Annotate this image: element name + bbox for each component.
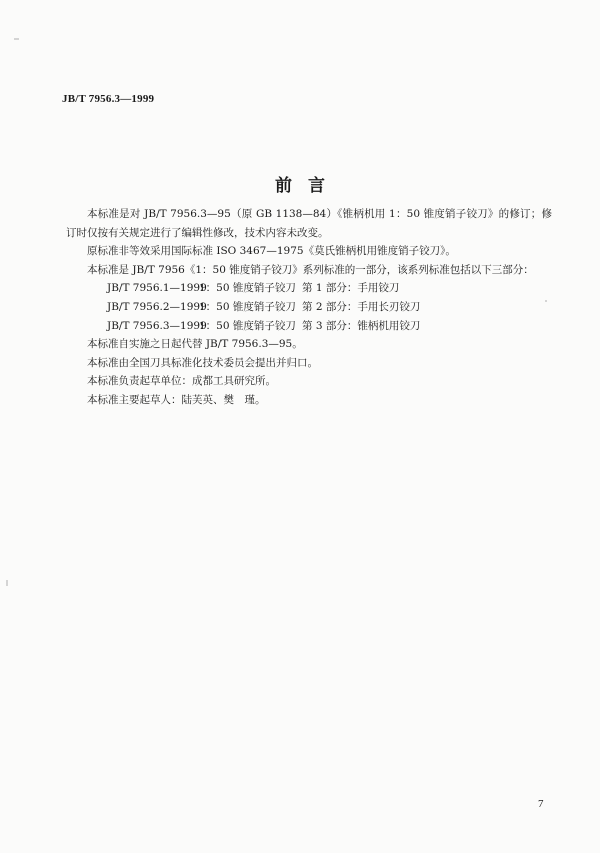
paragraph: 本标准由全国刀具标准化技术委员会提出并归口。 — [87, 356, 318, 369]
paragraph: 本标准自实施之日起代替 JB/T 7956.3—95。 — [87, 338, 303, 351]
page-number: 7 — [538, 798, 544, 810]
standard-name: 1：50 锥度销子铰刀 — [199, 282, 296, 295]
page-title: 前言 — [275, 176, 341, 196]
standard-code: JB/T 7956.3—1999 — [62, 93, 155, 105]
standard-part: 第 1 部分：手用铰刀 — [302, 282, 400, 295]
standard-number: JB/T 7956.3—1999 — [107, 319, 207, 332]
paragraph: 本标准主要起草人：陆芙英、樊 瑾。 — [87, 393, 266, 406]
standard-name: 1：50 锥度销子铰刀 — [199, 319, 296, 332]
list-item — [66, 298, 552, 317]
standard-part: 第 2 部分：手用长刃铰刀 — [302, 300, 421, 313]
scan-speck — [14, 38, 19, 40]
standard-number: JB/T 7956.1—1999 — [107, 282, 207, 295]
list-item — [66, 317, 552, 336]
paragraph: 本标准是对 JB/T 7956.3—95（原 GB 1138—84）《锥柄机用 1：50 锥度销子铰刀》的修订；修订时仅按有关规定进行了编辑性修改，技术内容未改变。 — [66, 208, 552, 239]
paragraph: 本标准负责起草单位：成都工具研究所。 — [87, 375, 276, 388]
paragraph: 原标准非等效采用国际标准 ISO 3467—1975《莫氏锥柄机用锥度销子铰刀》。 — [87, 245, 456, 258]
scan-speck — [6, 580, 8, 586]
standard-part: 第 3 部分：锥柄机用铰刀 — [302, 319, 421, 332]
series-list — [66, 279, 552, 335]
preface-body — [66, 205, 552, 410]
standard-name: 1：50 锥度销子铰刀 — [199, 300, 296, 313]
standard-number: JB/T 7956.2—1999 — [107, 300, 207, 313]
list-item — [66, 279, 552, 298]
paragraph: 本标准是 JB/T 7956《1：50 锥度销子铰刀》系列标准的一部分，该系列标准包括以下三部分： — [87, 263, 534, 276]
